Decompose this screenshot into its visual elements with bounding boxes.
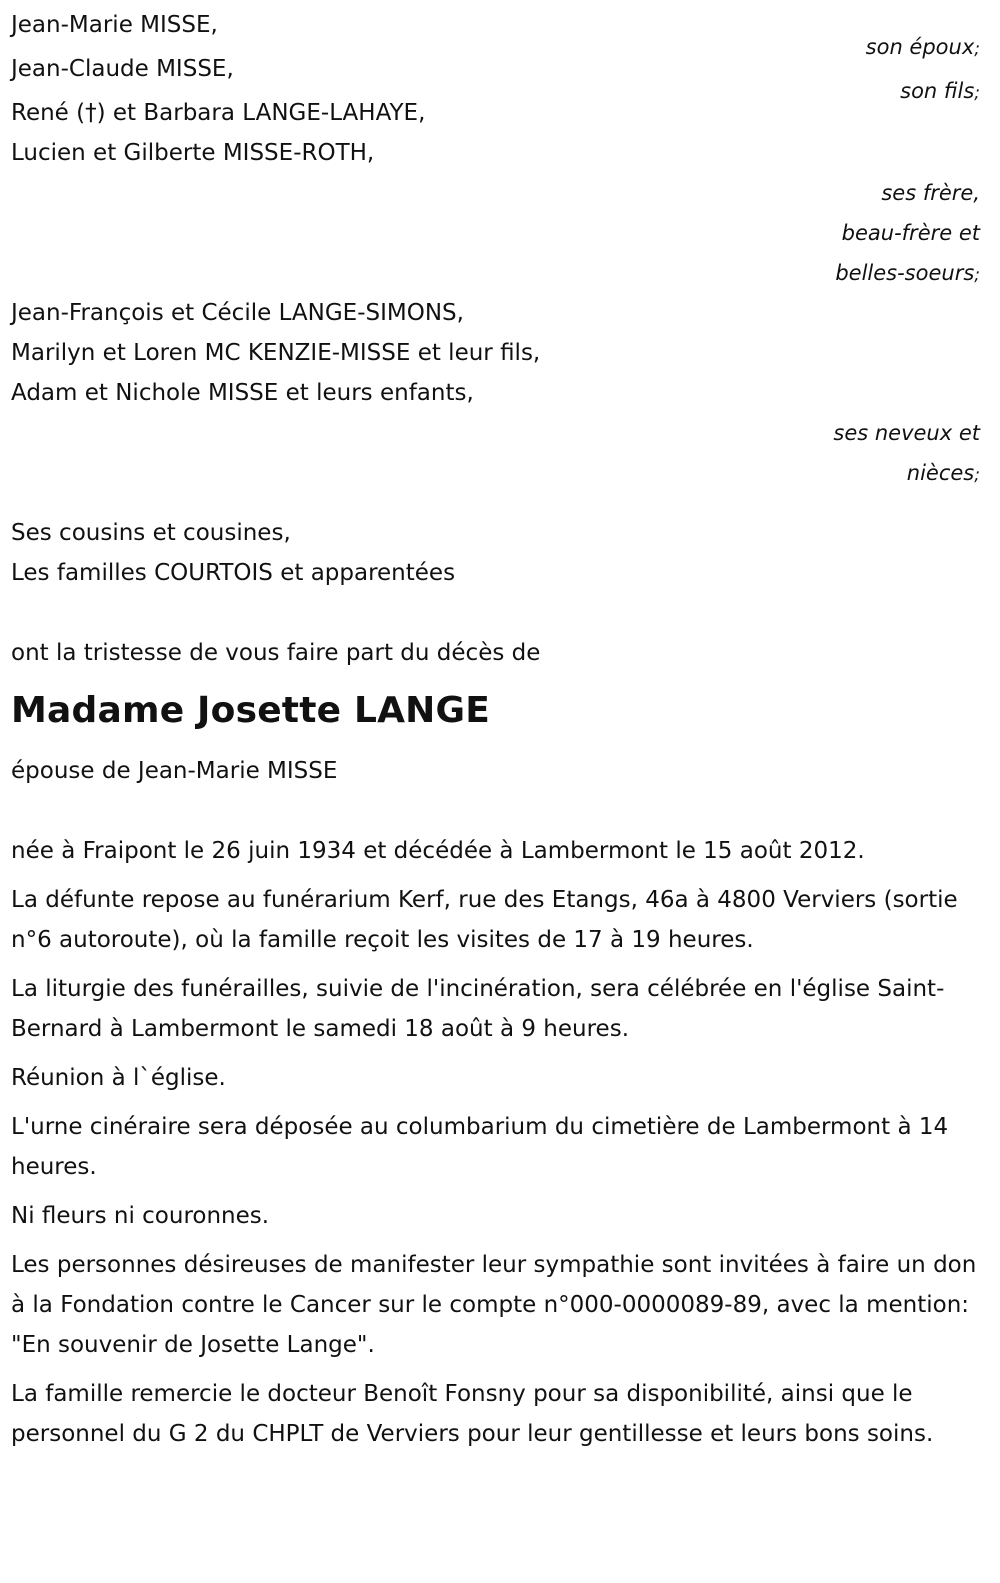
family-role: nièces; — [906, 461, 980, 485]
family-name-line: Les familles COURTOIS et apparentées — [11, 560, 456, 586]
liturgy-info: La liturgie des funérailles, suivie de l'incinération, sera célébrée en l'église Saint-Bernard à Lambermont le samedi 18 août à 9 heures. — [11, 976, 945, 1042]
family-group-siblings — [11, 93, 980, 293]
spouse-line: épouse de Jean-Marie MISSE — [11, 758, 338, 784]
family-name-line: Jean-François et Cécile LANGE-SIMONS, — [11, 300, 464, 326]
family-name-line: Jean-Marie MISSE, — [11, 12, 218, 38]
family-group-cousins — [11, 513, 980, 593]
gathering-info: Réunion à l`église. — [11, 1065, 226, 1091]
thanks-info: La famille remercie le docteur Benoît Fonsny pour sa disponibilité, ainsi que le personnel du G 2 du CHPLT de Verviers pour leur gentillesse et leurs bons soins. — [11, 1381, 934, 1447]
urn-info: L'urne cinéraire sera déposée au columbarium du cimetière de Lambermont à 14 heures. — [11, 1114, 949, 1180]
family-name-line: Ses cousins et cousines, — [11, 520, 291, 546]
family-role: son fils; — [900, 79, 980, 103]
family-role: belles-soeurs; — [835, 261, 980, 285]
family-name-line: Adam et Nichole MISSE et leurs enfants, — [11, 380, 474, 406]
family-role: ses frère, — [881, 181, 980, 205]
family-role: beau-frère et — [841, 221, 980, 245]
details-section — [11, 831, 980, 1454]
family-role: son époux; — [865, 35, 980, 59]
family-name-line: Lucien et Gilberte MISSE-ROTH, — [11, 140, 375, 166]
family-role: ses neveux et — [833, 421, 980, 445]
family-name-line: Marilyn et Loren MC KENZIE-MISSE et leur fils, — [11, 340, 541, 366]
announcement-text: ont la tristesse de vous faire part du décès de — [11, 640, 541, 666]
donation-info: Les personnes désireuses de manifester leur sympathie sont invitées à faire un don à la Fondation contre le Cancer sur le compte n°000-0000089-89, avec la mention: "En souvenir de Josette Lange". — [11, 1252, 977, 1358]
flowers-info: Ni fleurs ni couronnes. — [11, 1203, 270, 1229]
family-name-line: Jean-Claude MISSE, — [11, 56, 234, 82]
family-name-line: René (†) et Barbara LANGE-LAHAYE, — [11, 100, 426, 126]
family-group-nephews-nieces — [11, 293, 980, 493]
deceased-name: Madame Josette LANGE — [11, 690, 491, 731]
birth-death-info: née à Fraipont le 26 juin 1934 et décédée à Lambermont le 15 août 2012. — [11, 838, 865, 864]
funeral-home-info: La défunte repose au funérarium Kerf, rue des Etangs, 46a à 4800 Verviers (sortie n°6 autoroute), où la famille reçoit les visites de 17 à 19 heures. — [11, 887, 958, 953]
